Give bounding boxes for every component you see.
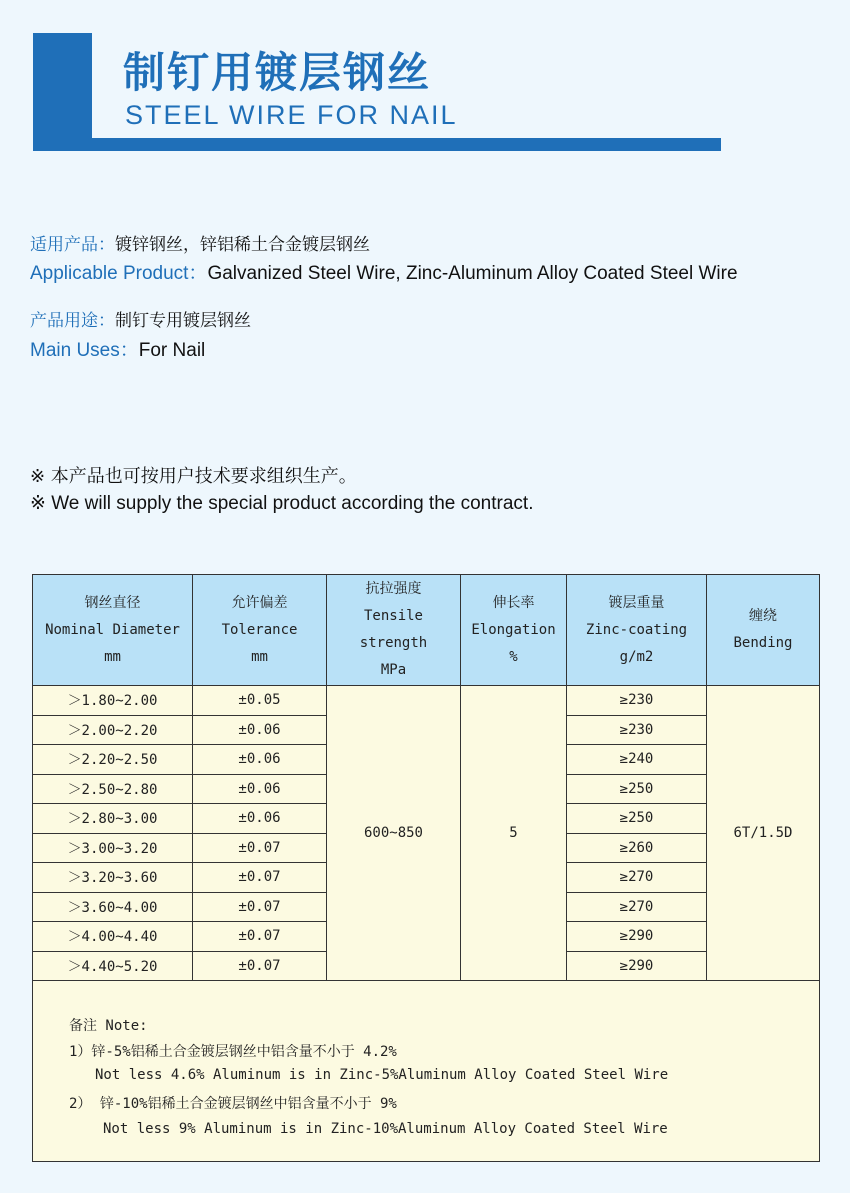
applicable-product-cn-value: 镀锌钢丝，锌铝稀土合金镀层钢丝 xyxy=(115,235,370,255)
main-uses-cn-value: 制钉专用镀层钢丝 xyxy=(115,311,251,331)
header-accent-block xyxy=(33,33,92,151)
main-uses-cn xyxy=(30,306,251,331)
notice-en: ※ We will supply the special product according the contract. xyxy=(30,493,534,514)
cell-coating: ≥250 xyxy=(567,774,707,804)
note-1-cn: 1）锌-5%铝稀土合金镀层钢丝中铝含量不小于 4.2% xyxy=(69,1044,397,1060)
main-uses-en xyxy=(30,335,205,362)
cell-diameter: ＞1.80~2.00 xyxy=(33,686,193,716)
cell-diameter: ＞2.00~2.20 xyxy=(33,715,193,745)
cell-diameter: ＞4.00~4.40 xyxy=(33,922,193,952)
cell-coating: ≥230 xyxy=(567,715,707,745)
main-uses-en-value: For Nail xyxy=(138,340,206,361)
note-1-en: Not less 4.6% Aluminum is in Zinc-5%Aluminum Alloy Coated Steel Wire xyxy=(95,1067,669,1083)
applicable-product-cn-label: 适用产品： xyxy=(30,235,115,255)
cell-tolerance: ±0.06 xyxy=(193,745,327,775)
table-header-row xyxy=(33,575,820,686)
header-bending: 缠绕 Bending xyxy=(707,575,820,686)
cell-coating: ≥290 xyxy=(567,951,707,981)
notes-title: 备注 Note: xyxy=(69,1018,148,1034)
cell-tolerance: ±0.07 xyxy=(193,922,327,952)
applicable-product-en-value: Galvanized Steel Wire, Zinc-Aluminum Alloy Coated Steel Wire xyxy=(207,263,738,284)
cell-coating: ≥270 xyxy=(567,863,707,893)
cell-coating: ≥230 xyxy=(567,686,707,716)
table-row xyxy=(33,686,820,716)
cell-tolerance: ±0.06 xyxy=(193,715,327,745)
main-uses-en-label: Main Uses： xyxy=(30,340,139,361)
cell-diameter: ＞2.80~3.00 xyxy=(33,804,193,834)
cell-coating: ≥250 xyxy=(567,804,707,834)
cell-bending: 6T/1.5D xyxy=(707,686,820,981)
spec-table xyxy=(32,574,820,1162)
cell-diameter: ＞3.20~3.60 xyxy=(33,863,193,893)
cell-tolerance: ±0.06 xyxy=(193,804,327,834)
cell-elongation: 5 xyxy=(461,686,567,981)
cell-tolerance: ±0.07 xyxy=(193,833,327,863)
page-title-cn: 制钉用镀层钢丝 xyxy=(123,48,432,97)
cell-diameter: ＞4.40~5.20 xyxy=(33,951,193,981)
cell-tolerance: ±0.05 xyxy=(193,686,327,716)
note-2-cn: 2） 锌-10%铝稀土合金镀层钢丝中铝含量不小于 9% xyxy=(69,1096,397,1112)
page-title-en: STEEL WIRE FOR NAIL xyxy=(125,100,458,130)
applicable-product-en xyxy=(30,258,738,285)
cell-tensile: 600~850 xyxy=(327,686,461,981)
cell-coating: ≥290 xyxy=(567,922,707,952)
cell-diameter: ＞3.00~3.20 xyxy=(33,833,193,863)
notes-row xyxy=(33,981,820,1162)
header-elongation: 伸长率 Elongation % xyxy=(461,575,567,686)
cell-diameter: ＞3.60~4.00 xyxy=(33,892,193,922)
applicable-product-cn xyxy=(30,230,370,255)
cell-diameter: ＞2.20~2.50 xyxy=(33,745,193,775)
cell-tolerance: ±0.07 xyxy=(193,863,327,893)
applicable-product-en-label: Applicable Product： xyxy=(30,263,208,284)
header-coating: 镀层重量 Zinc-coating g/m2 xyxy=(567,575,707,686)
cell-coating: ≥270 xyxy=(567,892,707,922)
note-2-en: Not less 9% Aluminum is in Zinc-10%Aluminum Alloy Coated Steel Wire xyxy=(103,1121,668,1137)
cell-diameter: ＞2.50~2.80 xyxy=(33,774,193,804)
main-uses-cn-label: 产品用途： xyxy=(30,311,115,331)
header-diameter: 钢丝直径 Nominal Diameter mm xyxy=(33,575,193,686)
notice-cn: ※ 本产品也可按用户技术要求组织生产。 xyxy=(30,466,357,487)
header-tensile: 抗拉强度 Tensile strength MPa xyxy=(327,575,461,686)
cell-tolerance: ±0.07 xyxy=(193,892,327,922)
cell-coating: ≥240 xyxy=(567,745,707,775)
cell-coating: ≥260 xyxy=(567,833,707,863)
cell-tolerance: ±0.07 xyxy=(193,951,327,981)
cell-tolerance: ±0.06 xyxy=(193,774,327,804)
header-tolerance: 允许偏差 Tolerance mm xyxy=(193,575,327,686)
header-accent-bar xyxy=(92,138,721,151)
notes-cell xyxy=(33,981,820,1162)
